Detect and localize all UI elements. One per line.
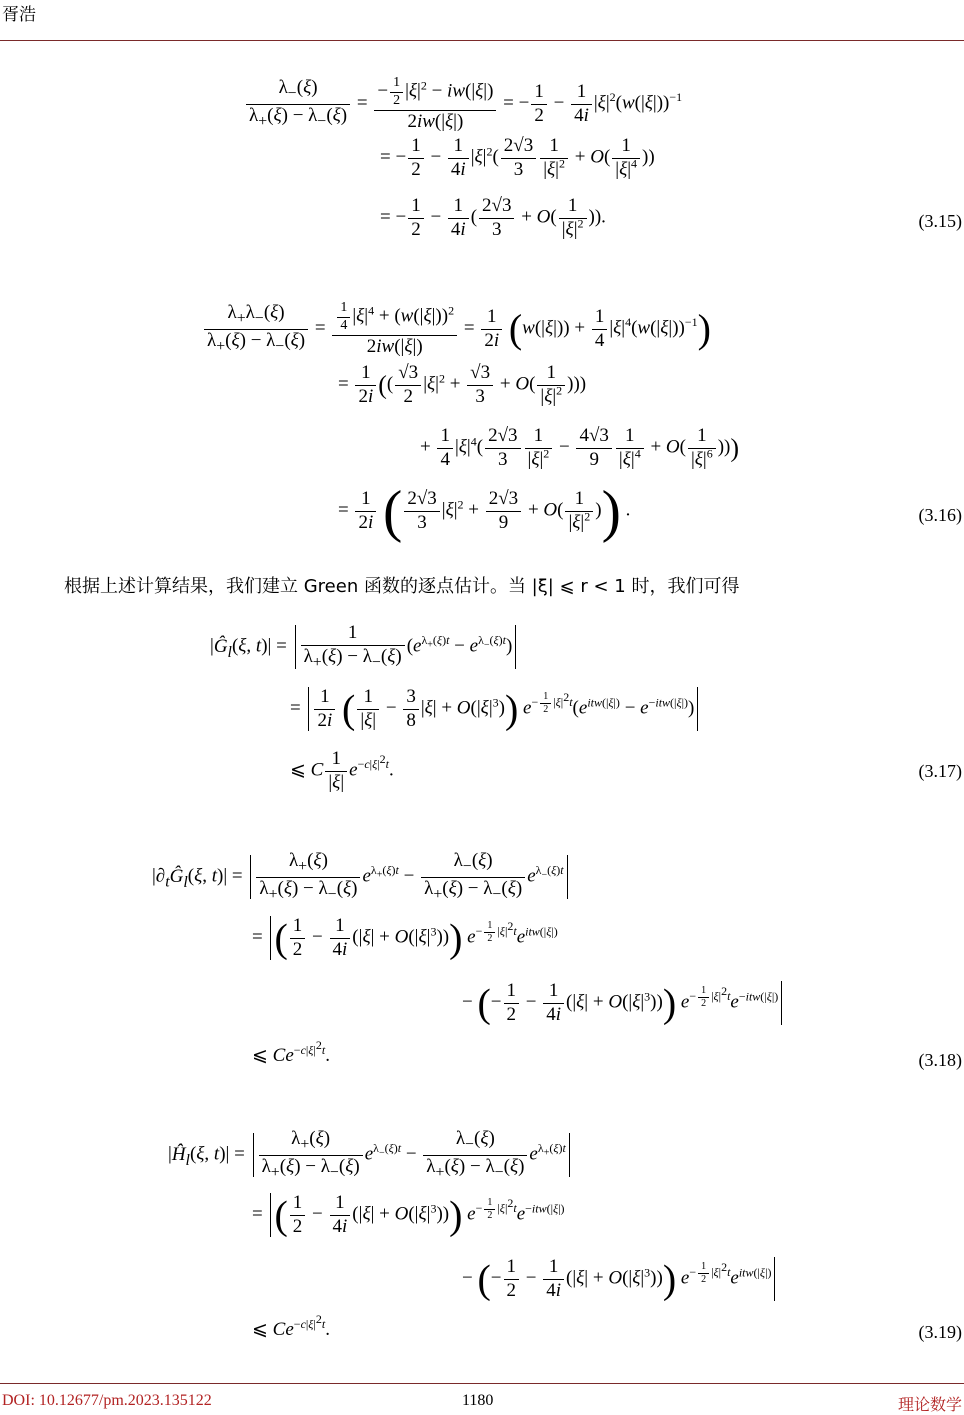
equation-number: (3.18)	[918, 1050, 962, 1070]
body-paragraph: 根据上述计算结果，我们建立 Green 函数的逐点估计。当 |ξ| ⩽ r < 1 时，我们可得	[64, 576, 740, 597]
eq-3-19-line-3: − (− $\frac{1}{2}$ − $\frac{1}{4i}$ $(|\xi| + O(|\xi|^3))$) $e^{- \frac{1}{2} |\xi|^2t}e^{itw(|\xi|)}$	[462, 1256, 778, 1303]
eq-3-17-line-2: = $\frac{1}{2i}$ ( $\frac{1}{|\xi|}$ − $\frac{3}{8}$ $|\xi| + O(|\xi|^3)$) $e^{- \frac{1}{2} |\xi|^2t}(e^{itw(|\xi|)} - e^{-itw(|\xi|)})$	[290, 686, 701, 733]
footer-rule	[0, 1383, 964, 1384]
eq-3-17-line-3: ⩽ C $\frac{1}{|\xi|}$ $e^{-c|\xi|^2t}$.	[290, 748, 394, 793]
eq-3-18-line-2: = ( $\frac{1}{2}$ − $\frac{1}{4i}$ $(|\xi| + O(|\xi|^3))$) $e^{- \frac{1}{2} |\xi|^2t}e^{itw(|\xi|)}$	[252, 915, 558, 961]
equation-number: (3.17)	[918, 761, 962, 781]
eq-3-17-line-1: $|Ĝ_l(\xi$, t)| = $\frac{1}{\lambda_+(\xi) - \lambda_-(\xi)}$ $(e^{\lambda_+(\xi)t} - e^{\lambda_-(\xi)t})$	[210, 622, 519, 673]
journal-name-link[interactable]: 理论数学	[897, 1395, 962, 1414]
eq-3-15-line-1: $\frac{\lambda_-(\xi)}{\lambda_+(\xi) - \lambda_-(\xi)}$ = − $\frac{1}{2}$ $|\xi|^2 - iw(|\xi|)$ 2iw(|ξ|) = − $\frac{1}{2}$ − $\frac{1}{4i}$ $|\xi|^2(w(|\xi|))^{-1}$	[244, 75, 682, 133]
eq-3-18-line-1: $|\partial_tĜ_l(\xi$, t)| = $\frac{\lambda_+(\xi)}{\lambda_+(\xi) - \lambda_-(\xi)}$ $e^{\lambda_+(\xi)t}$ − $\frac{\lambda_-(\xi)}{\lambda_+(\xi) - \lambda_-(\xi)}$ $e^{\lambda_-(\xi)t}$	[152, 850, 571, 905]
header-author: 胥浩	[2, 5, 36, 25]
equation-number: (3.16)	[918, 505, 962, 525]
eq-3-19-line-4: ⩽ $Ce^{-c|\xi|^2t}$.	[252, 1311, 330, 1340]
eq-3-19-line-2: = ( $\frac{1}{2}$ − $\frac{1}{4i}$ $(|\xi| + O(|\xi|^3))$) $e^{- \frac{1}{2} |\xi|^2t}e^{-itw(|\xi|)}$	[252, 1192, 565, 1238]
equation-number: (3.15)	[918, 211, 962, 231]
eq-3-19-line-1: $|Ĥ_l(\xi$, t)| = $\frac{\lambda_+(\xi)}{\lambda_+(\xi) - \lambda_-(\xi)}$ $e^{\lambda_-(\xi)t}$ − $\frac{\lambda_-(\xi)}{\lambda_+(\xi) - \lambda_-(\xi)}$ $e^{\lambda_+(\xi)t}$	[168, 1128, 573, 1183]
eq-3-16-line-2: = $\frac{1}{2i}$ (( $\frac{√3}{2}$ $|\xi|^2$ + $\frac{√3}{3}$ + O( $\frac{1}{|\xi|^2}$ )))	[338, 362, 587, 407]
page-number: 1180	[462, 1392, 494, 1409]
eq-3-18-line-4: ⩽ $Ce^{-c|\xi|^2t}$.	[252, 1037, 330, 1066]
header-rule	[0, 40, 964, 41]
equation-number: (3.19)	[918, 1322, 962, 1342]
eq-3-16-line-4: = $\frac{1}{2i}$ ( $\frac{2√3}{3}$ $|\xi|^2$ + $\frac{2√3}{9}$ + O( $\frac{1}{|\xi|^2}$ )) .	[338, 478, 631, 544]
eq-3-16-line-1: $\frac{\lambda_+\lambda_-(\xi)}{\lambda_+(\xi) - \lambda_-(\xi)}$ = $\frac{1}{4}$ $|\xi|^4 + (w(|\xi|))^2$ 2iw(|ξ|) = $\frac{1}{2i}$ (w(|ξ|)) + $\frac{1}{4}$ $|\xi|^4(w(|\xi|))^{-1}$)	[202, 300, 711, 358]
footer-doi-link[interactable]: DOI: 10.12677/pm.2023.135122	[2, 1392, 212, 1409]
eq-3-15-line-3: = − $\frac{1}{2}$ − $\frac{1}{4i}$ ( $\frac{2√3}{3}$ + O( $\frac{1}{|\xi|^2}$ )).	[380, 195, 606, 240]
eq-3-15-line-2: = − $\frac{1}{2}$ − $\frac{1}{4i}$ $|\xi|^2$( $\frac{2√3}{3}$ $\frac{1}{|\xi|^2}$ + O( $\frac{1}{|\xi|^4}$ ))	[380, 135, 655, 180]
eq-3-16-line-3: + $\frac{1}{4}$ $|\xi|^4$( $\frac{2√3}{3}$ $\frac{1}{|\xi|^2}$ − $\frac{4√3}{9}$ $\frac{1}{|\xi|^4}$ + O( $\frac{1}{|\xi|^6}$ )))	[420, 425, 740, 470]
eq-3-18-line-3: − (− $\frac{1}{2}$ − $\frac{1}{4i}$ $(|\xi| + O(|\xi|^3))$) $e^{- \frac{1}{2} |\xi|^2t}e^{-itw(|\xi|)}$	[462, 980, 785, 1027]
